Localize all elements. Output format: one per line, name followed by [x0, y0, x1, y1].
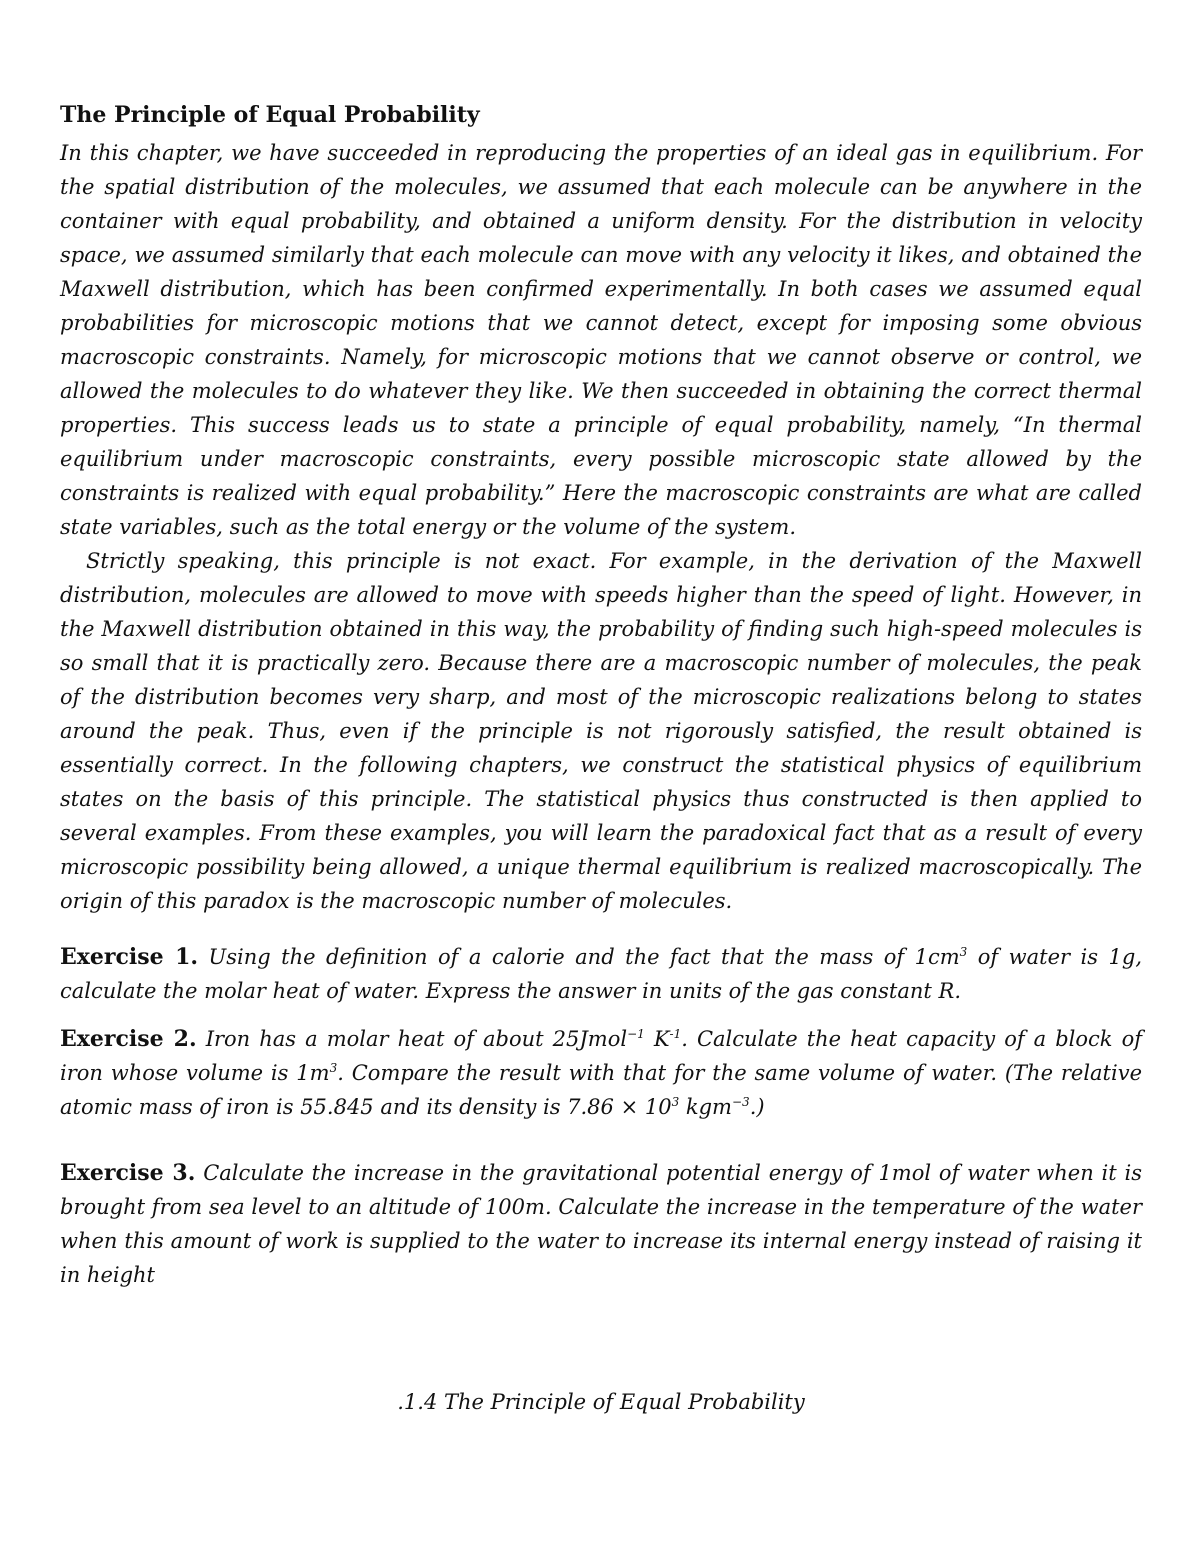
exercise-2-text-part: .)	[749, 1095, 765, 1119]
exercise-2-text-part: K	[644, 1027, 670, 1051]
exercise-2	[60, 1022, 1142, 1124]
exercise-2-superscript: −1	[627, 1027, 645, 1041]
exercise-1-label: Exercise 1.	[60, 944, 199, 970]
exercise-2-superscript: −3	[731, 1095, 750, 1109]
exercise-1-text-part: of water is 1g, calculate the molar heat of water. Express the answer in units of the gas constant R.	[60, 945, 1143, 1003]
exercise-2-superscript: 3	[671, 1095, 680, 1109]
section-title: The Principle of Equal Probability	[60, 102, 480, 128]
exercise-2-label: Exercise 2.	[60, 1026, 197, 1052]
running-footer: .1.4 The Principle of Equal Probability	[397, 1390, 805, 1414]
exercise-1	[60, 940, 1142, 1008]
exercise-1-text	[60, 945, 1142, 1003]
exercise-2-text-part: . Compare the result with that for the same volume of water. (The relative atomic mass of iron is 55.845 and its density is 7.86 × 10	[60, 1061, 1143, 1119]
exercise-3	[60, 1156, 1142, 1292]
exercise-2-superscript: -1	[669, 1027, 682, 1041]
exercise-2-text-part: . Calculate the heat capacity of a block of iron whose volume is 1m	[60, 1027, 1142, 1085]
document-page	[60, 98, 1143, 1414]
exercise-3-label: Exercise 3.	[60, 1160, 196, 1186]
exercise-2-text-part: Iron has a molar heat of about 25Jmol	[205, 1027, 628, 1051]
exercise-3-text: Calculate the increase in the gravitational potential energy of 1mol of water when it is brought from sea level to an altitude of 100m. Calculate the increase in the temperature of the water when this amount of work is supplied to the water to increase its internal energy instead of raising it in height	[60, 1161, 1143, 1287]
exercise-1-superscript: 3	[959, 945, 968, 959]
paragraph-strictly-speaking: Strictly speaking, this principle is not exact. For example, in the derivation of the Maxwell distribution, molecules are allowed to move with speeds higher than the speed of light. However, in the Maxwell distribution obtained in this way, the probability of finding such high-speed molecules is so small that it is practically zero. Because there are a macroscopic number of molecules, the peak of the distribution becomes very sharp, and most of the microscopic realizations belong to states around the peak. Thus, even if the principle is not rigorously satisfied, the result obtained is essentially correct. In the following chapters, we construct the statistical physics of equilibrium states on the basis of this principle. The statistical physics thus constructed is then applied to several examples. From these examples, you will learn the paradoxical fact that as a result of every microscopic possibility being allowed, a unique thermal equilibrium is realized macroscopically. The origin of this paradox is the macroscopic number of molecules.	[60, 549, 1142, 913]
exercise-2-superscript: 3	[329, 1061, 338, 1075]
exercise-2-text-part: kgm	[679, 1095, 732, 1119]
exercise-2-text	[60, 1027, 1142, 1119]
paragraph-intro: In this chapter, we have succeeded in reproducing the properties of an ideal gas in equilibrium. For the spatial distribution of the molecules, we assumed that each molecule can be anywhere in the container with equal probability, and obtained a uniform density. For the distribution in velocity space, we assumed similarly that each molecule can move with any velocity it likes, and obtained the Maxwell distribution, which has been confirmed experimentally. In both cases we assumed equal probabilities for microscopic motions that we cannot detect, except for imposing some obvious macroscopic constraints. Namely, for microscopic motions that we cannot observe or control, we allowed the molecules to do whatever they like. We then succeeded in obtaining the correct thermal properties. This success leads us to state a principle of equal probability, namely, “In thermal equilibrium under macroscopic constraints, every possible microscopic state allowed by the constraints is realized with equal probability.” Here the macroscopic constraints are what are called state variables, such as the total energy or the volume of the system.	[60, 141, 1142, 539]
exercise-1-text-part: Using the definition of a calorie and the fact that the mass of 1cm	[208, 945, 960, 969]
